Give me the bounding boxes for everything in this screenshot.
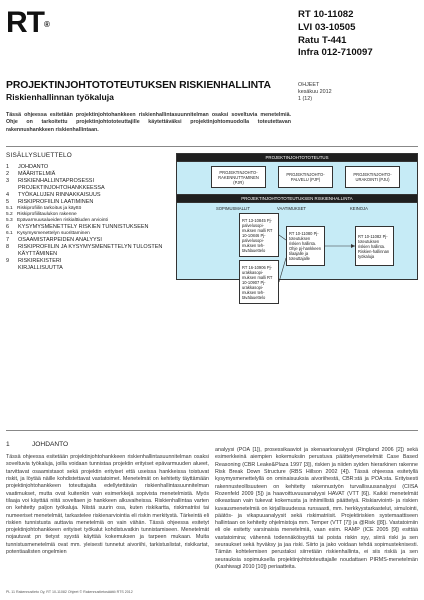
toc-number: 9	[6, 258, 10, 265]
figure-box-pjp-contract: RT 13-10845 Pj-palvelusopi-muksen malli RT 10-10846 Pj-palvelusopi-muksen teh-tävälauettelo	[239, 213, 279, 257]
code-infra: Infra 012-710097	[298, 47, 373, 59]
toc-number: 1	[6, 164, 10, 170]
toc-number: 5.3	[6, 218, 13, 224]
meta-type: OHJEET	[298, 82, 320, 88]
toc-number: 5.1	[6, 206, 13, 211]
figure-box-requirements: RT 10-11080 Pj-toteutuksen riskien hallinta. Ohje pj-hankkeen tilaajalle ja toteuttajalle	[286, 226, 325, 266]
code-lvi: LVI 03-10505	[298, 21, 356, 33]
section-number: 1	[6, 441, 10, 448]
toc-number: 7	[6, 237, 10, 244]
body-column-right: analyysi (POA [1]), prosessikaaviot ja skenaarioanalyysi (Ringland 2006 [2]) sekä esimerkkeinä aiempien kokemuksiin perustuva päättelymenetelmät Case Based Reasoning (CBR Leake&Plaza 1997 [3]), riskien ja niiden syiden hierarkinen rakenne Risk Break Down Structure (RBS Hillson 2002 [4]). Tässä ohjeessa esitetyllä kysymysmenettelyllä on ominaisuuksia aivoriihestä, CBR:stä ja POA:sta. Erityisesti rakennusteollisuuteen on kehitetty rakennustyön turvallisuusanalyysi (CIISA Rozenfeld 2009 [5]) ja haavoittuvuusanalyysi HAVAT (VTT [6]). Kaikki menetelmät oikeastaan vain tukevat kokemusta ja inhimillistä päättelyä. Riskiarviointi- ja riskien kuvausmenetelmiä on kirjallisuudessa runsaasti, mm. herkkyystarkastelut, simulointi, päätös- ja vikapuuanalyysit sekä riskimatriisit. Projektiriskien systemaattiseen hallintaan on kehitetty ohjelmistoja mm. Temper (VTT [7]) ja @Risk ([8]). Vastatoimiin eli ole esitetty varsinaisia menetelmiä, vaan esim. RAMP (ICE 2005 [9]) esittää vastatoimina; vähennä todennäköisyyttä tai poista riskin syy, siirrä riski ja sen seuraukset sekä hyväksy ja jaa riski. Siirto ja jako voidaan tehdä sopimusteknisesti. Tämän kohtelemisen perustaksi siirretään riskienhallinta, ei siis riskiä ja sen seurauksia sopimuksella projektinjohtototeuttajalle noudattaen PIRMS-menetelmän (Kashiwagi 2010 [10]) periaatteita.	[215, 447, 418, 570]
toc-number: 6.1	[6, 231, 13, 237]
meta-pages: 1 (12)	[298, 95, 313, 102]
divider	[6, 430, 418, 431]
toc-text: PROJEKTINJOHTOHANKKEESSA	[18, 185, 105, 191]
toc-number: 6	[6, 224, 10, 231]
toc-text: MÄÄRITELMIÄ	[18, 171, 56, 177]
toc-text: Kysymysmenettelyn suorittaminen	[17, 231, 90, 237]
figure-top-title: PROJEKTINJOHTOTOTEUTUS	[176, 153, 418, 162]
toc-text: KYSYMYSMENETTELY RISKIEN TUNNISTUKSEEN	[18, 224, 149, 231]
section-title: JOHDANTO	[32, 441, 69, 448]
figure-header-contracts: SOPIMUSMALLIT	[216, 206, 250, 211]
toc-number: 3	[6, 178, 10, 184]
toc-number: 2	[6, 171, 10, 177]
toc-number: 4	[6, 192, 10, 198]
toc-text: KÄYTTÄMINEN	[18, 251, 58, 258]
figure-box-pju: PROJEKTINJOHTO-URAKOINTI (PJU)	[345, 166, 400, 188]
toc-text: Epävarmuusalueiden riskialttiuden arviointi	[17, 218, 108, 224]
toc-text: RISKIENHALLINTAPROSESSI	[18, 178, 95, 184]
figure-header-means: KEINOJA	[350, 206, 368, 211]
figure-box-tools: RT 10-11082 Pj-toteutuksen riskien hallinta. Riskien-hallinnan työkaluja	[355, 226, 394, 266]
toc-number: 5	[6, 199, 10, 205]
toc-text: RISKIPROFIILIN LAATIMINEN	[18, 199, 94, 205]
rt-logo: RT®	[6, 6, 50, 39]
toc-text: Riskiprofiilitaulukon rakenne	[17, 212, 77, 218]
toc-number: 5.2	[6, 212, 13, 218]
toc-text: Riskiprofiilin tarkoitus ja käyttö	[17, 206, 82, 211]
figure-box-pju-contract: RT 16-10906 Pj-urakkasopi-muksen malli RT 10-10907 Pj-urakkasopi-muksen teh-tävälauettelo	[239, 260, 279, 304]
meta-date: kesäkuu 2012	[298, 88, 332, 95]
toc-text: TYÖKALUJEN RINNAKKAISUUS	[18, 192, 101, 198]
page-footer: PL 11 Rakennustieto Oy, RT 10-11082 Ohjeet © Rakennustietosäätiö RTS 2012	[6, 590, 133, 594]
code-rt: RT 10-11082	[298, 9, 354, 20]
toc-text: JOHDANTO	[18, 164, 49, 170]
figure-box-pjr: PROJEKTINJOHTO-RAKENNUTTAMINEN (PJR)	[211, 166, 266, 188]
toc-text: RISKIPROFIILIN JA KYSYMYSMENETTELYN TULOSTEN	[18, 244, 163, 251]
intro-paragraph: Tässä ohjeessa esitetään projektinjohtohankkeen riskienhallintasuunnitelman osaksi soveltuvia menetelmiä. Ohje on tarkoitettu projektinjohtototeuttajille käytettäväksi projektinjohtomuodolla toteutettavan rakennushankkeen riskienhallintaan.	[6, 112, 291, 133]
figure-box-pjp: PROJEKTINJOHTO-PALVELU (PJP)	[278, 166, 333, 188]
body-column-left: Tässä ohjeessa esitetään projektinjohtohankkeen riskienhallintasuunnitelman osaksi soveltuvia työkaluja, joilla voidaan tunnistaa projektin erityiset epävarmuuden alueet, tarvittavat osaamistasot sekä projektin erityiset että useissa hankkeissa toistuvat riskit, ja löytää näille kohdistettavat vastatoimet. Menetelmät on kehitetty täyttämään projektinjohtohankkeen toteuttajalta edellytettävän riskienhallintasuunnitelman vaatimukset, mutta ovat kuitenkin vain esimerkkejä sopivista menetelmistä. Myös tilaaja voi käyttää niitä soveltaen jo hankkeen alkuvaiheissa. Riskienhallintaa varten on kehitetty paljon työkaluja. Niistä suurin osa, kuten riskikartta, riskimatriisi tai numeeriset menetelmät, tarkastelee riskienarviointia eli riskin merkitystä. Tärkeintä eli riskien tunnistusta auttavia menetelmiä on vain vähän. Tässä ohjeessa esitetyt projektinjohtohankkeen erityiset työkalut kohdistuvatkin tunnistamiseen. Menetelmät nojautuvat pn tietyst syystä käyttää kokemuksen ja tarpeen mukaan. Muita tunnistusmenetelmiä ovat mm. yleisesti tunnetut aivoriihi, tarkistuslistat, riskikartat, potentiaalisten ongelmien	[6, 454, 209, 556]
toc-text: KIRJALLISUUTTA	[18, 265, 63, 272]
figure-mid-title: PROJEKTINJOHTOTOTEUTUKSEN RISKIENHALLINTA	[176, 194, 418, 203]
code-ratu: Ratu T-441	[298, 34, 347, 46]
section-heading	[6, 441, 68, 448]
toc-text: OSAAMISTARPEIDEN ANALYYSI	[18, 237, 102, 244]
toc-text: RISKIREKISTERI	[18, 258, 62, 265]
figure-header-requirements: VAATIMUKSET	[277, 206, 306, 211]
page-subtitle: Riskienhallinnan työkaluja	[6, 92, 114, 102]
toc-title: SISÄLLYSLUETTELO	[6, 152, 72, 159]
page-title: PROJEKTINJOHTOTOTEUTUKSEN RISKIENHALLINTA	[6, 80, 271, 91]
toc-number: 8	[6, 244, 10, 251]
